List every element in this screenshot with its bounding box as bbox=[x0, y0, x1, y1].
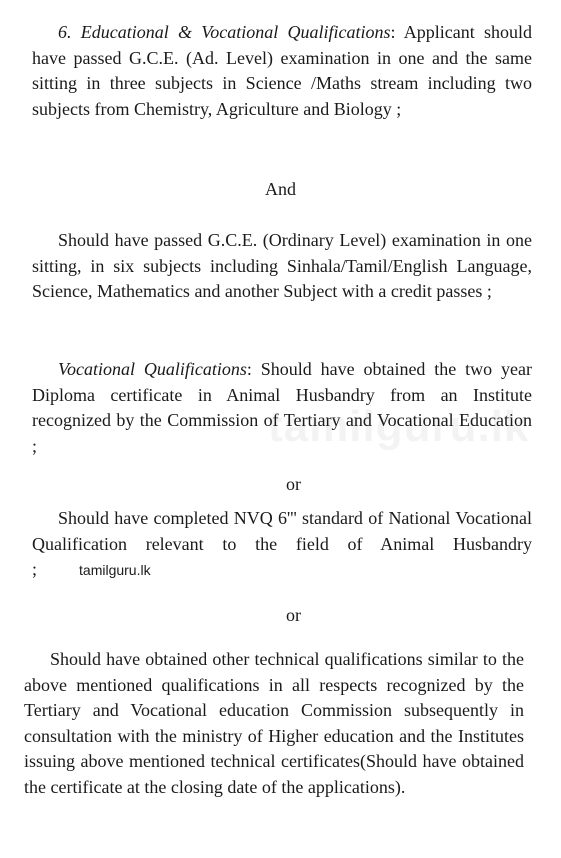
educational-qualifications-paragraph bbox=[32, 20, 532, 122]
or-separator-2: or bbox=[286, 605, 301, 625]
vocational-qualifications-paragraph bbox=[32, 357, 532, 459]
vocational-qualifications-heading: Vocational Qualifications bbox=[58, 359, 247, 379]
nvq-paragraph bbox=[32, 506, 532, 584]
or-separator-1: or bbox=[286, 474, 301, 494]
educational-qualifications-text: : Applicant should have passed G.C.E. (Ad. Level) examination in one and the same sitting in three subjects in Science /Maths stream including two subjects from Chemistry, Agriculture and Biology ; bbox=[32, 22, 532, 119]
educational-qualifications-heading: 6. Educational & Vocational Qualifications bbox=[58, 22, 391, 42]
and-separator: And bbox=[265, 179, 296, 199]
vocational-qualifications-text: : Should have obtained the two year Diploma certificate in Animal Husbandry from an Institute recognized by the Commission of Tertiary and Vocational Education ; bbox=[32, 359, 532, 456]
technical-qualifications-paragraph: Should have obtained other technical qualifications similar to the above mentioned qualifications in all respects recognized by the Tertiary and Vocational education Commission subsequently in consultation with the ministry of Higher education and the Institutes issuing above mentioned technical certificates(Should have obtained the certificate at the closing date of the applications). bbox=[24, 649, 524, 797]
nvq-text: Should have completed NVQ 6''' standard of National Vocational Qualification relevant to the field of Animal Husbandry ; bbox=[32, 508, 532, 580]
inline-watermark: tamilguru.lk bbox=[79, 562, 151, 579]
ordinary-level-paragraph: Should have passed G.C.E. (Ordinary Level) examination in one sitting, in six subjects including Sinhala/Tamil/English Language, Science, Mathematics and another Subject with a credit passes ; bbox=[32, 230, 532, 302]
